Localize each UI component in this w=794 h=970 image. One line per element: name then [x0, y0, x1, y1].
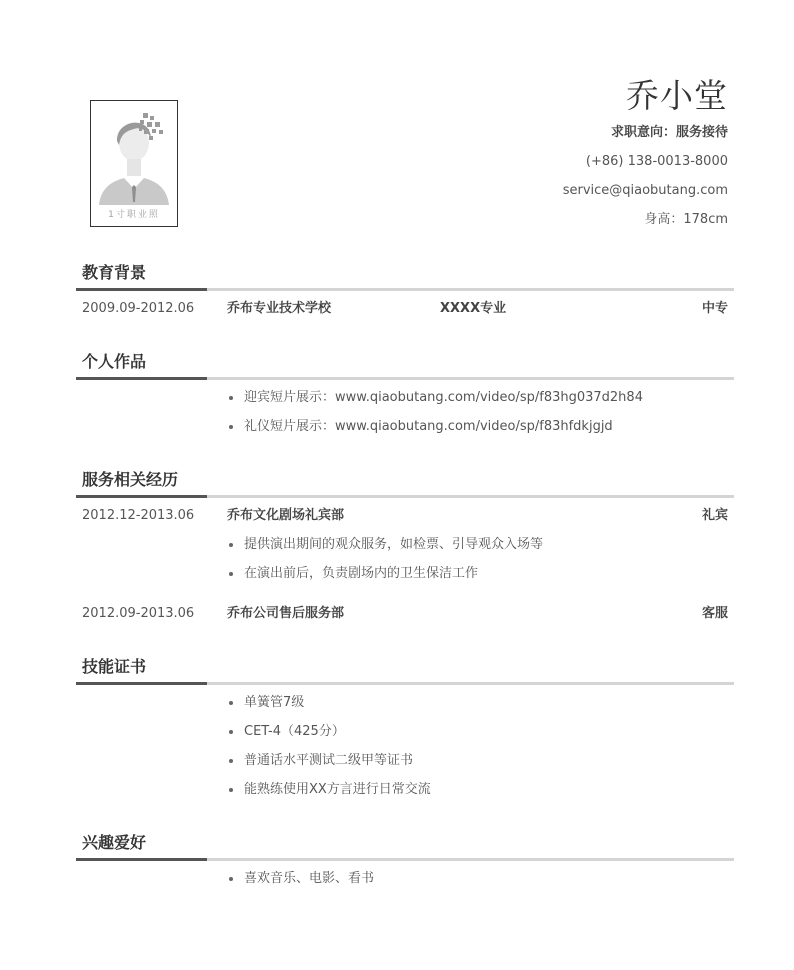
height-info: 身高：178cm — [644, 212, 728, 227]
organization-name: 乔布公司售后服务部 — [227, 606, 345, 621]
phone-number: (+86) 138-0013-8000 — [585, 154, 728, 169]
profile-photo-placeholder — [90, 100, 178, 227]
section-title-skills: 技能证书 — [82, 657, 147, 676]
job-role: 礼宾 — [701, 508, 728, 523]
job-intent: 求职意向：服务接待 — [610, 125, 728, 140]
section-divider-accent — [76, 288, 207, 291]
photo-caption: 1寸职业照 — [108, 210, 160, 220]
candidate-name: 乔小堂 — [626, 76, 728, 115]
organization-name: 乔布文化剧场礼宾部 — [227, 508, 345, 523]
section-title-hobbies: 兴趣爱好 — [82, 833, 147, 852]
list-item: 喜欢音乐、电影、看书 — [229, 870, 374, 888]
section-divider — [76, 495, 734, 498]
degree-level: 中专 — [701, 301, 728, 316]
section-title-education: 教育背景 — [82, 263, 147, 282]
school-name: 乔布专业技术学校 — [227, 301, 332, 316]
list-item: 提供演出期间的观众服务，如检票、引导观众入场等 — [229, 536, 543, 554]
section-divider-accent — [76, 495, 207, 498]
experience-date: 2012.12-2013.06 — [82, 508, 195, 523]
list-item: 礼仪短片展示：www.qiaobutang.com/video/sp/f83hfdkjgjd — [229, 418, 613, 436]
experience-entry — [82, 507, 728, 525]
list-item: 单簧管7级 — [229, 694, 304, 712]
section-divider — [76, 288, 734, 291]
list-item: 迎宾短片展示：www.qiaobutang.com/video/sp/f83hg037d2h84 — [229, 389, 643, 407]
experience-date: 2012.09-2013.06 — [82, 606, 195, 621]
email-address: service@qiaobutang.com — [562, 183, 728, 198]
section-divider — [76, 377, 734, 380]
list-item: 能熟练使用XX方言进行日常交流 — [229, 781, 431, 799]
experience-entry — [82, 605, 728, 623]
section-divider — [76, 682, 734, 685]
education-entry — [82, 300, 728, 318]
section-title-works: 个人作品 — [82, 352, 147, 371]
job-role: 客服 — [701, 606, 728, 621]
section-divider-accent — [76, 858, 207, 861]
section-divider — [76, 858, 734, 861]
section-divider-accent — [76, 377, 207, 380]
list-item: 在演出前后，负责剧场内的卫生保洁工作 — [229, 565, 478, 583]
contact-header — [563, 74, 728, 229]
education-date: 2009.09-2012.06 — [82, 301, 195, 316]
section-divider-accent — [76, 682, 207, 685]
list-item: 普通话水平测试二级甲等证书 — [229, 752, 413, 770]
list-item: CET-4（425分） — [229, 723, 345, 741]
major-name: XXXX专业 — [440, 301, 507, 316]
section-title-experience: 服务相关经历 — [82, 470, 179, 489]
